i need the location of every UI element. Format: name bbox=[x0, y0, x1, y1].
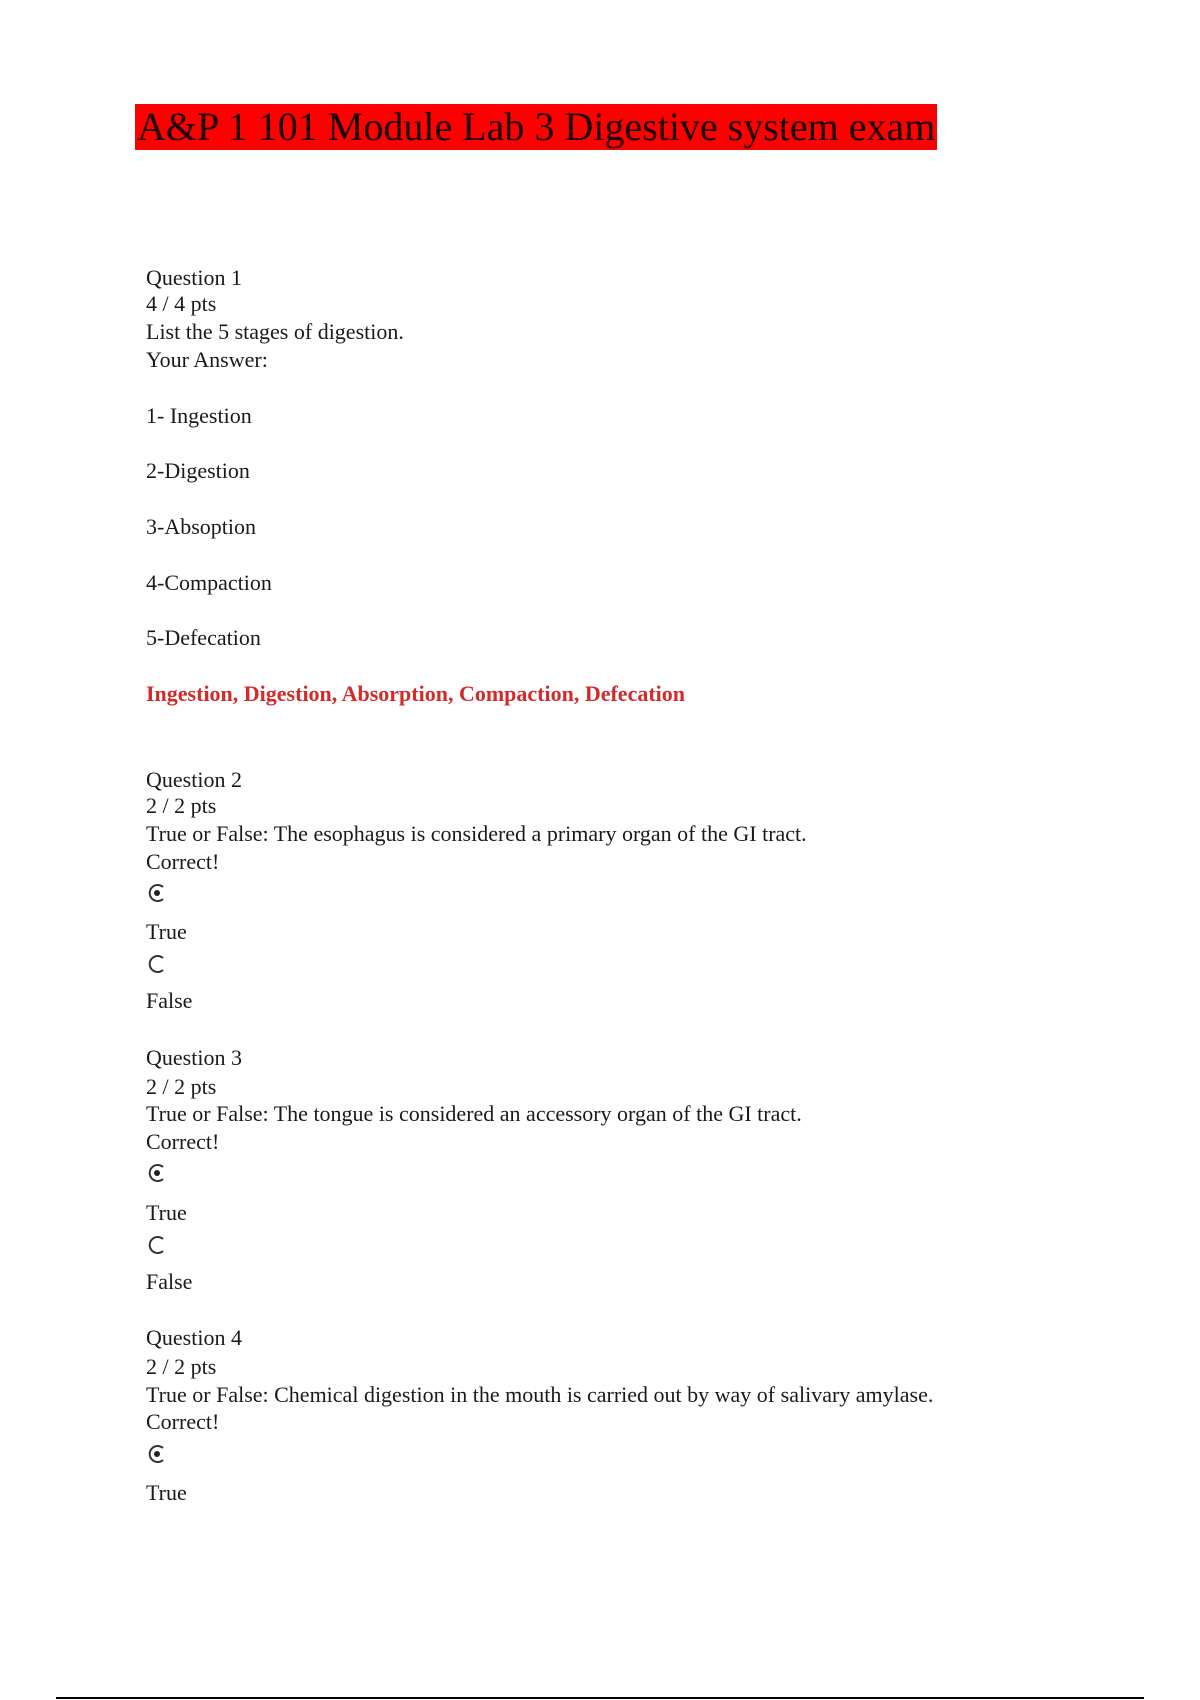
question-number: Question 4 bbox=[146, 1325, 242, 1350]
radio-unselected-icon[interactable] bbox=[146, 1234, 168, 1256]
option-false[interactable]: False bbox=[146, 988, 193, 1013]
option-true[interactable]: True bbox=[146, 919, 187, 944]
answer-line-4: 4-Compaction bbox=[146, 570, 272, 595]
radio-unselected-icon[interactable] bbox=[146, 953, 168, 975]
option-true[interactable]: True bbox=[146, 1200, 187, 1225]
option-true[interactable]: True bbox=[146, 1480, 187, 1505]
status-correct: Correct! bbox=[146, 849, 220, 874]
question-points: 2 / 2 pts bbox=[146, 793, 217, 818]
radio-selected-icon[interactable] bbox=[146, 882, 168, 904]
bottom-rule bbox=[56, 1697, 1144, 1699]
document-title: A&P 1 101 Module Lab 3 Digestive system exam bbox=[137, 104, 936, 149]
question-prompt: True or False: Chemical digestion in the mouth is carried out by way of salivary amylase. bbox=[146, 1382, 934, 1407]
status-correct: Correct! bbox=[146, 1129, 220, 1154]
answer-line-1: 1- Ingestion bbox=[146, 403, 252, 428]
answer-label: Your Answer: bbox=[146, 347, 268, 372]
question-number: Question 3 bbox=[146, 1045, 242, 1070]
radio-selected-icon[interactable] bbox=[146, 1443, 168, 1465]
question-points: 2 / 2 pts bbox=[146, 1074, 217, 1099]
question-prompt: List the 5 stages of digestion. bbox=[146, 319, 404, 344]
question-points: 2 / 2 pts bbox=[146, 1354, 217, 1379]
question-number: Question 2 bbox=[146, 767, 242, 792]
answer-line-3: 3-Absoption bbox=[146, 514, 256, 539]
correct-answer: Ingestion, Digestion, Absorption, Compaction, Defecation bbox=[146, 681, 686, 706]
status-correct: Correct! bbox=[146, 1409, 220, 1434]
question-prompt: True or False: The esophagus is considered a primary organ of the GI tract. bbox=[146, 821, 807, 846]
radio-selected-icon[interactable] bbox=[146, 1162, 168, 1184]
option-false[interactable]: False bbox=[146, 1269, 193, 1294]
question-prompt: True or False: The tongue is considered an accessory organ of the GI tract. bbox=[146, 1101, 802, 1126]
question-points: 4 / 4 pts bbox=[146, 291, 217, 316]
answer-line-2: 2-Digestion bbox=[146, 458, 250, 483]
question-number: Question 1 bbox=[146, 265, 242, 290]
answer-line-5: 5-Defecation bbox=[146, 625, 261, 650]
